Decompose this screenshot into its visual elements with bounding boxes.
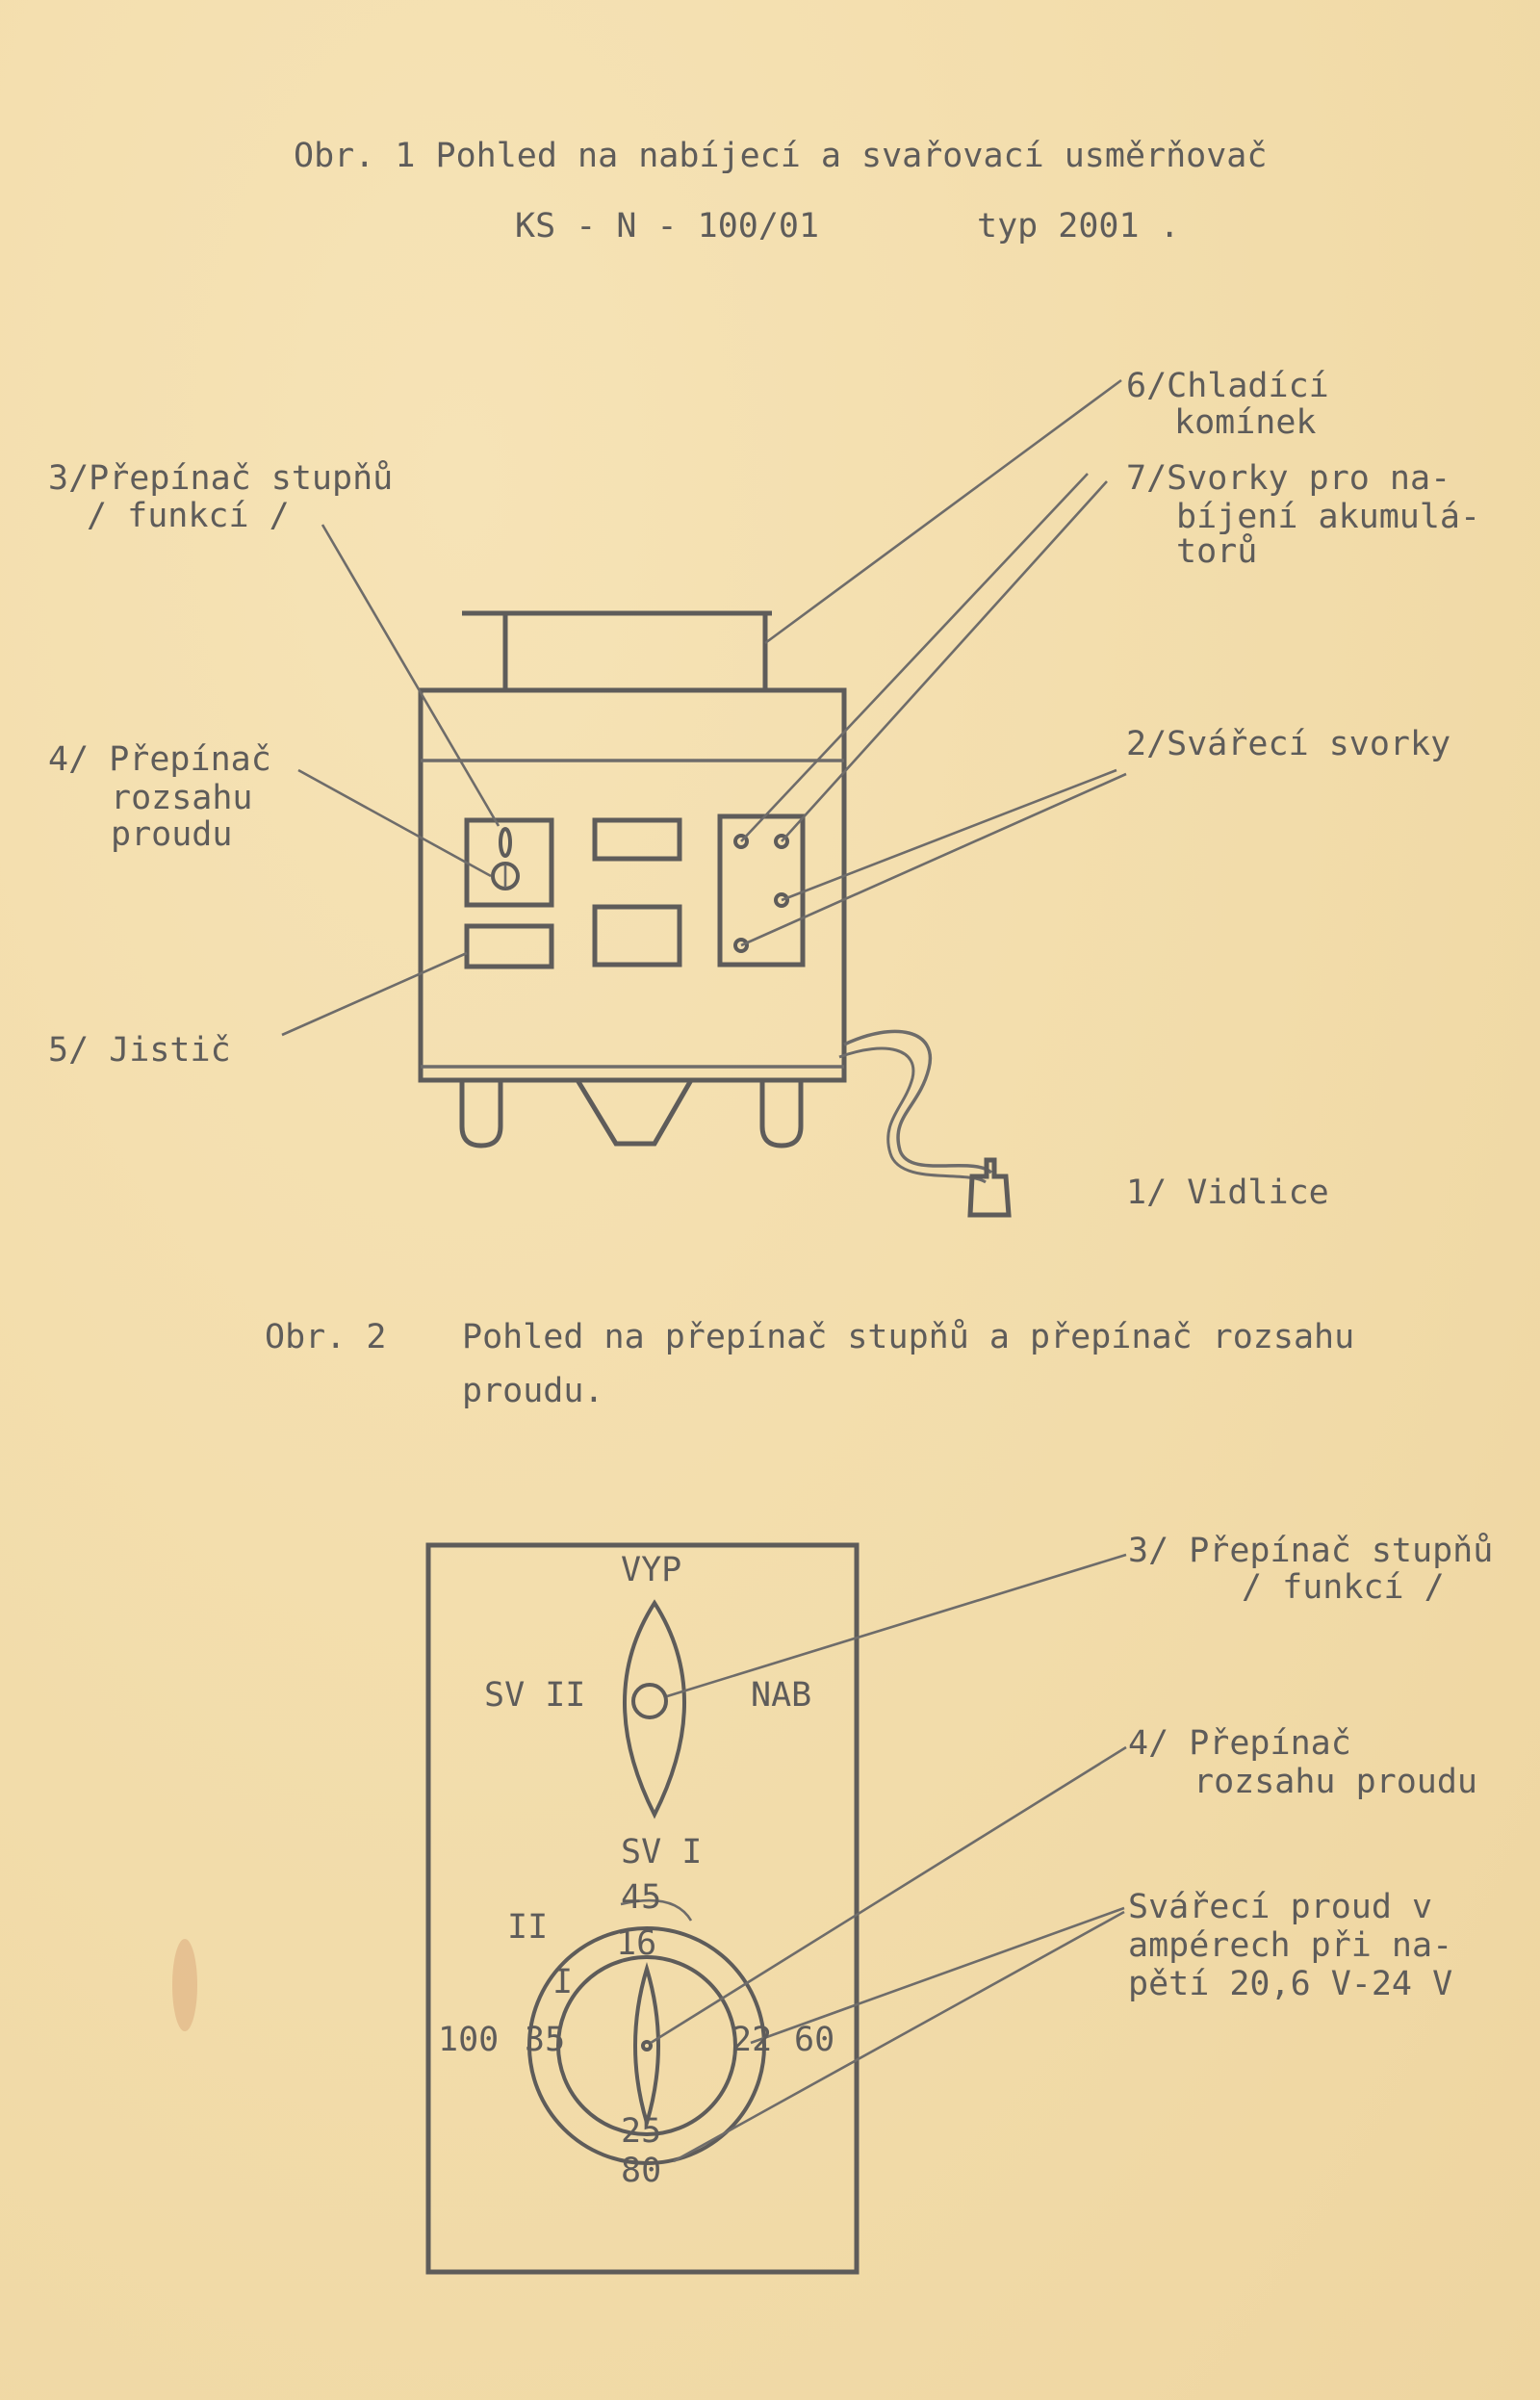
fig2-caption-line1: Pohled na přepínač stupňů a přepínač rozsahu xyxy=(462,1318,1355,1356)
range-label-ii: II xyxy=(507,1908,549,1947)
leader-2a xyxy=(782,770,1116,900)
range-label-25: 25 xyxy=(621,2112,662,2151)
fig1-label-3b: / funkcí / xyxy=(87,497,290,535)
plug xyxy=(970,1160,1009,1215)
fig2-label-4b: rozsahu proudu xyxy=(1194,1763,1478,1801)
fig1-label-6b: komínek xyxy=(1174,403,1317,442)
fig2-caption-line2: proudu. xyxy=(462,1372,604,1410)
range-label-35: 35 xyxy=(525,2021,566,2059)
range-label-22: 22 xyxy=(732,2021,773,2059)
range-label-80: 80 xyxy=(621,2152,662,2190)
leader-f2-4 xyxy=(651,1747,1126,2043)
fig2-caption-number: Obr. 2 xyxy=(265,1318,387,1356)
fig1-label-4c: proudu xyxy=(111,815,233,854)
range-label-100: 100 xyxy=(438,2021,500,2059)
range-switch-lever xyxy=(635,1969,658,2123)
fig1-label-4b: rozsahu xyxy=(111,779,253,817)
leader-3 xyxy=(322,525,499,826)
dial-label-vyp: VYP xyxy=(621,1551,682,1589)
meter-window-top xyxy=(595,820,680,859)
range-switch-hub xyxy=(643,2042,651,2050)
dial-label-sv2: SV II xyxy=(484,1676,586,1715)
fig2-label-s1: Svářecí proud v xyxy=(1128,1888,1433,1926)
leader-5 xyxy=(282,953,467,1035)
fig1-caption-line1: Obr. 1 Pohled na nabíjecí a svařovací usměrňovač xyxy=(294,137,1268,175)
leader-7a xyxy=(741,474,1088,841)
fig1-leader-lines xyxy=(282,380,1126,1035)
foot-right xyxy=(762,1080,801,1146)
fig1-label-6a: 6/Chladící xyxy=(1126,367,1329,405)
fig1-label-5: 5/ Jistič xyxy=(48,1031,231,1070)
terminal-box xyxy=(720,816,803,965)
fig1-label-7c: torů xyxy=(1176,532,1258,571)
range-label-i: I xyxy=(552,1963,574,2001)
fig1-label-7b: bíjení akumulá- xyxy=(1176,498,1481,536)
leader-4 xyxy=(298,770,491,876)
fig2-label-4a: 4/ Přepínač xyxy=(1128,1724,1351,1763)
fig1-label-3a: 3/Přepínač stupňů xyxy=(48,459,394,498)
range-dial-inner-ring xyxy=(558,1957,735,2134)
fig2-label-3b: / funkcí / xyxy=(1242,1568,1445,1607)
step-switch-knob xyxy=(500,829,510,856)
rectifier-drawing xyxy=(421,613,1009,1215)
foot-left xyxy=(462,1080,500,1146)
dial-label-sv1: SV I xyxy=(621,1833,703,1871)
fig1-label-1: 1/ Vidlice xyxy=(1126,1174,1329,1212)
range-label-16: 16 xyxy=(616,1924,657,1963)
step-switch-hub xyxy=(633,1685,666,1717)
fig2-label-s2: ampérech při na- xyxy=(1128,1926,1453,1965)
fig1-label-4a: 4/ Přepínač xyxy=(48,740,271,779)
fig1-caption-model: KS - N - 100/01 xyxy=(515,207,820,245)
power-cable xyxy=(844,1031,991,1173)
fig1-caption-type: typ 2001 . xyxy=(977,207,1180,245)
fig1-label-2: 2/Svářecí svorky xyxy=(1126,725,1451,763)
leader-f2-3 xyxy=(667,1555,1126,1696)
dial-label-nab: NAB xyxy=(751,1676,812,1715)
leader-2b xyxy=(741,774,1126,945)
meter-window-bottom xyxy=(595,907,680,965)
fig2-label-3a: 3/ Přepínač stupňů xyxy=(1128,1532,1494,1570)
leader-6 xyxy=(765,380,1121,643)
rectifier-body xyxy=(421,690,844,1080)
fig2-leader-lines xyxy=(651,1555,1126,2161)
fig2-label-s3: pětí 20,6 V-24 V xyxy=(1128,1965,1453,2003)
paper-stain xyxy=(172,1939,197,2031)
fig1-label-7a: 7/Svorky pro na- xyxy=(1126,459,1451,498)
bottom-funnel xyxy=(578,1080,691,1144)
circuit-breaker xyxy=(467,926,552,967)
range-label-60: 60 xyxy=(794,2021,835,2059)
leader-7b xyxy=(782,481,1107,841)
range-label-45: 45 xyxy=(621,1878,662,1917)
